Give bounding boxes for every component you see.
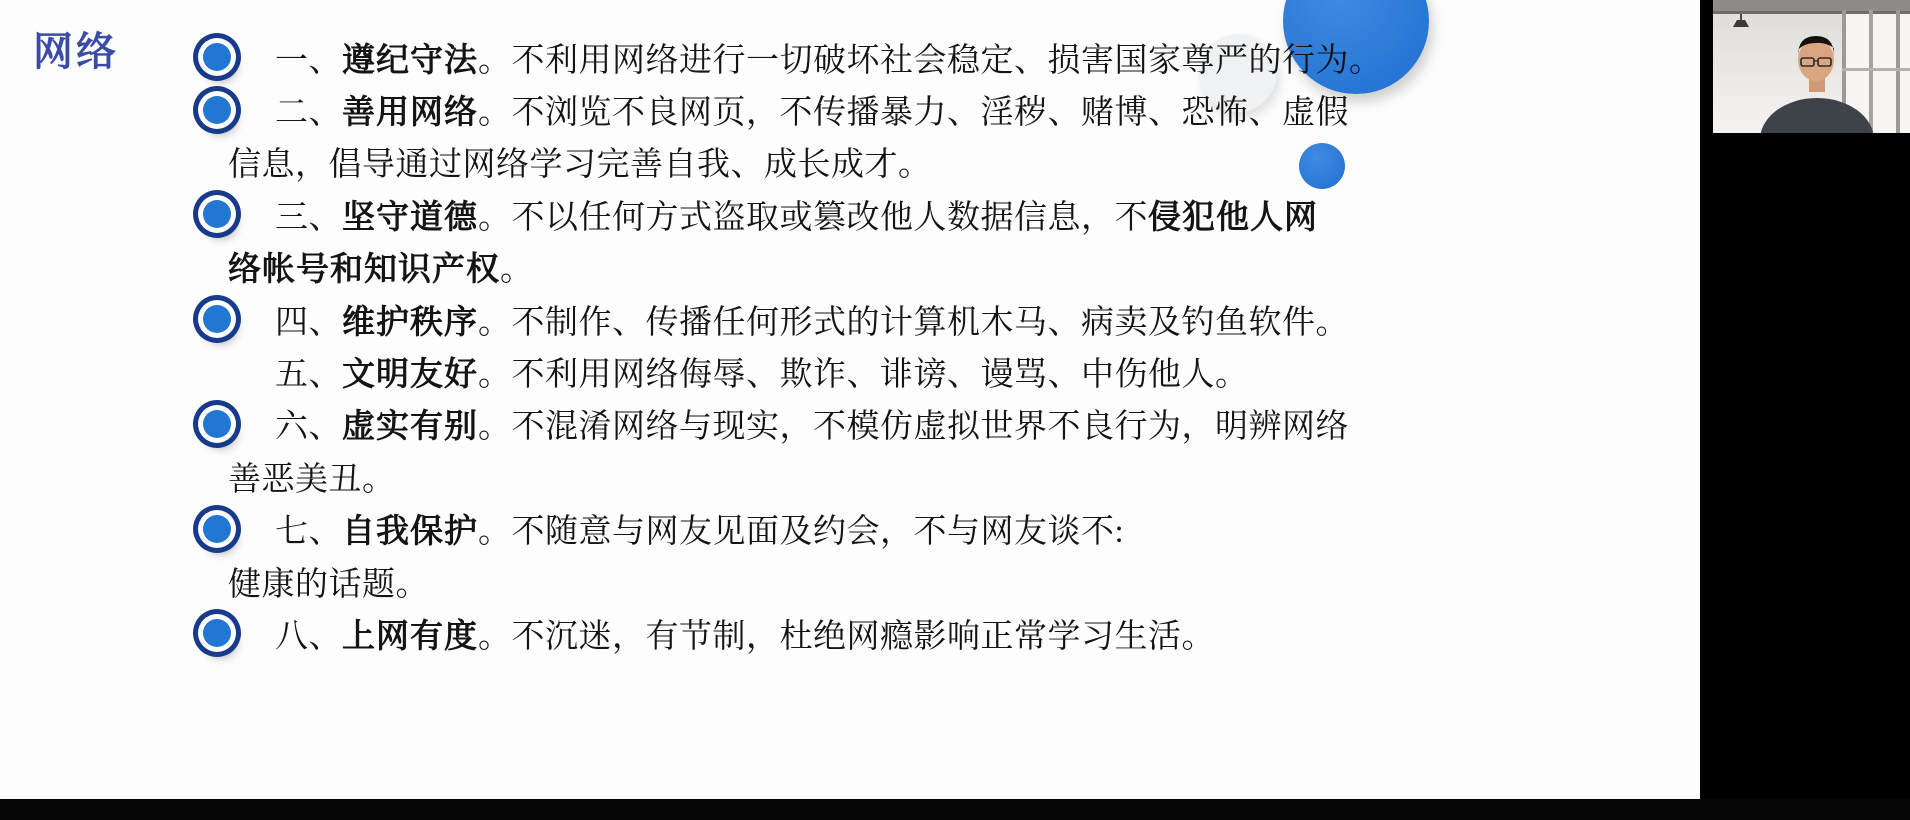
presenter-video-frame <box>1713 0 1910 133</box>
slide-line <box>0 31 1580 83</box>
slide-line-text: 三、坚守道德。不以任何方式盗取或篡改他人数据信息，不侵犯他人网 <box>275 197 1318 236</box>
slide-line-text: 信息，倡导通过网络学习完善自我、成长成才。 <box>228 147 932 184</box>
bullet-circle-icon <box>203 515 231 543</box>
bullet-circle-icon <box>203 410 231 438</box>
slide-line <box>0 450 1580 502</box>
slide-line <box>0 188 1580 240</box>
slide-line-text: 善恶美丑。 <box>228 461 396 498</box>
slide-line-text: 五、文明友好。不利用网络侮辱、欺诈、诽谤、谩骂、中伤他人。 <box>275 355 1249 394</box>
slide-line-text: 八、上网有度。不沉迷，有节制，杜绝网瘾影响正常学习生活。 <box>275 616 1215 655</box>
bullet-circle-icon <box>203 96 231 124</box>
bullet-circle-icon <box>203 43 231 71</box>
bullet-circle-icon <box>203 305 231 333</box>
slide-line <box>0 241 1580 293</box>
slide-line-text: 四、维护秩序。不制作、传播任何形式的计算机木马、病卖及钓鱼软件。 <box>275 302 1349 341</box>
slide-line <box>0 607 1580 659</box>
slide-line-text: 二、善用网络。不浏览不良网页，不传播暴力、淫秽、赌博、恐怖、虚假 <box>275 93 1349 132</box>
webcam-video[interactable] <box>1713 0 1910 133</box>
bullet-circle-icon <box>203 200 231 228</box>
slide-line-text: 一、遵纪守法。不利用网络进行一切破坏社会稳定、损害国家尊严的行为。 <box>275 40 1383 79</box>
slide-lines <box>0 31 1580 660</box>
slide-line <box>0 555 1580 607</box>
slide-line <box>0 345 1580 397</box>
bullet-circle-icon <box>203 619 231 647</box>
slide-line-text: 七、自我保护。不随意与网友见面及约会，不与网友谈不: <box>275 512 1125 551</box>
slide-line <box>0 503 1580 555</box>
slide-line-text: 络帐号和知识产权。 <box>228 250 534 289</box>
slide-line <box>0 83 1580 135</box>
bottom-letterbox-bar <box>0 799 1910 820</box>
slide-line-text: 健康的话题。 <box>228 566 429 603</box>
slide-line-text: 六、虚实有别。不混淆网络与现实，不模仿虚拟世界不良行为，明辨网络 <box>275 407 1349 446</box>
slide-line <box>0 293 1580 345</box>
slide-corner-title: 网络 <box>33 30 119 74</box>
slide-line <box>0 398 1580 450</box>
slide-line <box>0 136 1580 188</box>
